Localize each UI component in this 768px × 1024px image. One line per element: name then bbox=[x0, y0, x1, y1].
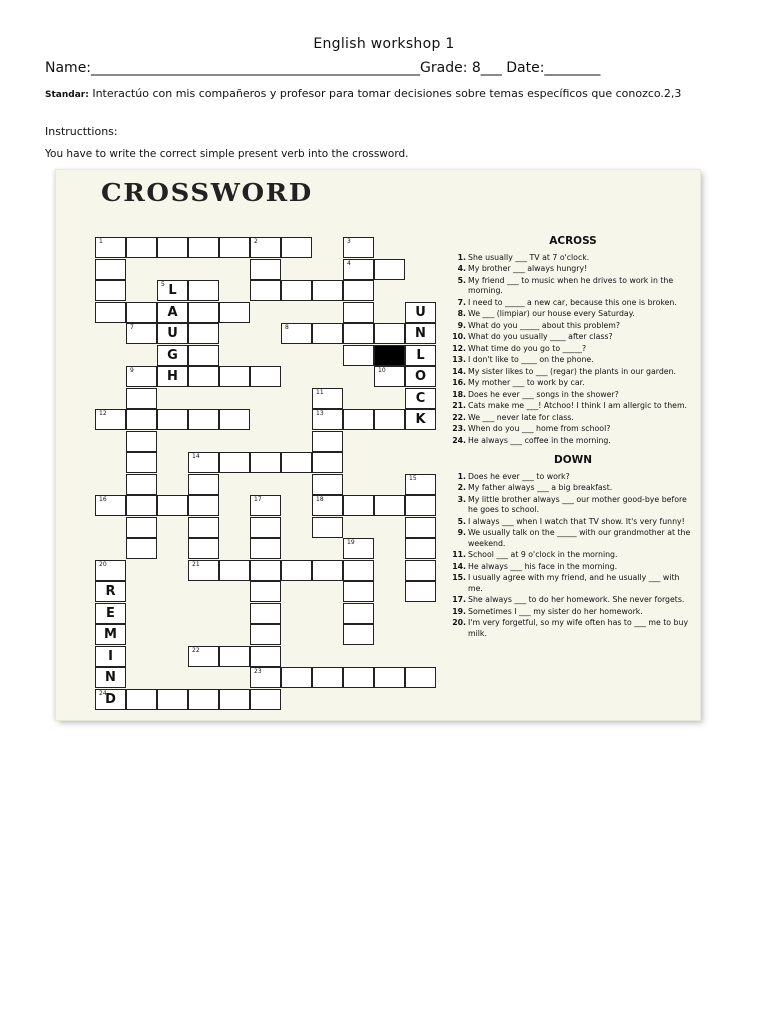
clue-number: 9 bbox=[130, 367, 134, 374]
clue-number: 11 bbox=[316, 388, 324, 396]
clue-number: 22 bbox=[192, 646, 200, 654]
down-heading: DOWN bbox=[553, 454, 592, 466]
clue-number: 17 bbox=[254, 496, 262, 503]
clue-number: 2 bbox=[254, 238, 258, 245]
clue-number: 20. bbox=[452, 618, 466, 627]
standard-text: Interactúo con mis compañeros y profesor para tomar decisiones sobre temas específicos que conozco.2,3 bbox=[88, 87, 682, 100]
clue-number: 12 bbox=[99, 410, 107, 417]
clue-number: 14. bbox=[452, 366, 466, 376]
clue-number: 21. bbox=[452, 401, 466, 410]
crossword-cell[interactable] bbox=[405, 560, 436, 581]
across-clue bbox=[450, 276, 696, 297]
standard-statement bbox=[45, 86, 685, 103]
crossword-cell[interactable] bbox=[312, 560, 343, 581]
clue-number: 15 bbox=[409, 474, 417, 482]
clues-column bbox=[450, 236, 696, 640]
crossword-cell[interactable] bbox=[219, 409, 250, 430]
clue-number: 16 bbox=[99, 496, 107, 503]
clue-number: 7 bbox=[130, 324, 134, 331]
crossword-cell[interactable] bbox=[405, 302, 436, 323]
crossword-cell[interactable] bbox=[157, 280, 188, 301]
crossword-cell[interactable] bbox=[343, 560, 374, 581]
crossword-cell[interactable] bbox=[405, 345, 436, 366]
clue-number: 1 bbox=[99, 238, 103, 245]
crossword-cell[interactable] bbox=[95, 667, 126, 688]
across-clue bbox=[450, 298, 696, 309]
instructions-text: You have to write the correct simple present verb into the crossword. bbox=[45, 148, 409, 160]
name-grade-date-line: Name:_______________________________________________Grade: 8___ Date:________ bbox=[45, 60, 601, 76]
crossword-cell[interactable] bbox=[343, 345, 374, 366]
crossword-cell[interactable] bbox=[374, 259, 405, 280]
clue-number: 10 bbox=[378, 367, 386, 374]
crossword-black-cell bbox=[374, 345, 405, 366]
across-clue bbox=[450, 332, 696, 343]
crossword-cell[interactable] bbox=[188, 646, 219, 667]
clue-number: 13. bbox=[452, 355, 466, 364]
across-clue bbox=[450, 321, 696, 332]
down-clue bbox=[450, 595, 696, 606]
filled-letter: L bbox=[168, 283, 177, 298]
crossword-cell[interactable] bbox=[250, 366, 281, 387]
across-heading: ACROSS bbox=[549, 235, 597, 247]
crossword-cell[interactable] bbox=[312, 517, 343, 538]
across-clue-list bbox=[450, 253, 696, 447]
down-clue bbox=[450, 618, 696, 639]
clue-number: 11. bbox=[452, 550, 466, 559]
clue-number: 1. bbox=[457, 252, 466, 262]
crossword-cell[interactable] bbox=[374, 495, 405, 516]
filled-letter: A bbox=[167, 304, 178, 320]
crossword-cell[interactable] bbox=[250, 495, 281, 516]
clue-text: What do you _____ about this problem? bbox=[468, 320, 621, 330]
crossword-cell[interactable] bbox=[188, 474, 219, 495]
clue-text: My sister likes to ___ (regar) the plants in our garden. bbox=[468, 366, 677, 376]
clue-number: 5. bbox=[457, 516, 466, 526]
crossword-cell[interactable] bbox=[250, 538, 281, 559]
crossword-cell[interactable] bbox=[188, 452, 219, 473]
across-clue bbox=[450, 355, 696, 366]
standard-label: Standar: bbox=[45, 90, 89, 100]
crossword-cell[interactable] bbox=[188, 237, 219, 258]
crossword-cell[interactable] bbox=[281, 237, 312, 258]
clue-number: 2. bbox=[457, 483, 466, 492]
clue-number: 24. bbox=[452, 435, 466, 445]
crossword-cell[interactable] bbox=[405, 667, 436, 688]
clue-text: What do you usually ____ after class? bbox=[468, 332, 613, 341]
crossword-cell[interactable] bbox=[250, 646, 281, 667]
crossword-cell[interactable] bbox=[312, 452, 343, 473]
crossword-cell[interactable] bbox=[312, 667, 343, 688]
crossword-cell[interactable] bbox=[126, 495, 157, 516]
crossword-cell[interactable] bbox=[188, 366, 219, 387]
crossword-cell[interactable] bbox=[95, 624, 126, 645]
crossword-cell[interactable] bbox=[343, 581, 374, 602]
crossword-cell[interactable] bbox=[281, 560, 312, 581]
clue-text: Does he ever ___ songs in the shower? bbox=[468, 389, 619, 399]
clue-text: He always ___ coffee in the morning. bbox=[468, 435, 611, 445]
crossword-cell[interactable] bbox=[126, 538, 157, 559]
crossword-cell[interactable] bbox=[250, 452, 281, 473]
clue-text: My little brother always ___ our mother good-bye before he goes to school. bbox=[468, 494, 687, 514]
down-clue bbox=[450, 607, 696, 618]
clue-number: 17. bbox=[452, 595, 466, 604]
crossword-cell[interactable] bbox=[312, 474, 343, 495]
crossword-cell[interactable] bbox=[405, 538, 436, 559]
crossword-cell[interactable] bbox=[219, 237, 250, 258]
filled-letter: G bbox=[167, 347, 178, 363]
clue-number: 9. bbox=[457, 528, 466, 537]
crossword-cell[interactable] bbox=[126, 366, 157, 387]
crossword-panel bbox=[56, 170, 700, 720]
crossword-cell[interactable] bbox=[95, 259, 126, 280]
clue-number: 12. bbox=[452, 343, 466, 353]
across-clue bbox=[450, 344, 696, 355]
clue-number: 5 bbox=[161, 281, 165, 288]
crossword-cell[interactable] bbox=[343, 409, 374, 430]
filled-letter: D bbox=[105, 691, 116, 707]
crossword-cell[interactable] bbox=[405, 323, 436, 344]
clue-number: 4 bbox=[347, 259, 351, 267]
clue-text: My friend ___ to music when he drives to work in the morning. bbox=[468, 275, 674, 295]
crossword-cell[interactable] bbox=[343, 538, 374, 559]
clue-text: She always ___ to do her homework. She never forgets. bbox=[468, 595, 685, 604]
down-clue bbox=[450, 562, 696, 573]
crossword-cell[interactable] bbox=[374, 667, 405, 688]
clue-text: School ___ at 9 o'clock in the morning. bbox=[468, 550, 618, 559]
clue-text: My brother ___ always hungry! bbox=[468, 264, 588, 273]
clue-number: 5. bbox=[457, 275, 466, 285]
clue-number: 23 bbox=[254, 668, 262, 675]
crossword-cell[interactable] bbox=[126, 452, 157, 473]
crossword-cell[interactable] bbox=[250, 280, 281, 301]
filled-letter: L bbox=[416, 347, 425, 363]
clue-number: 21 bbox=[192, 560, 200, 568]
crossword-cell[interactable] bbox=[250, 581, 281, 602]
crossword-cell[interactable] bbox=[95, 560, 126, 581]
crossword-cell[interactable] bbox=[95, 581, 126, 602]
crossword-cell[interactable] bbox=[188, 560, 219, 581]
clue-number: 15. bbox=[452, 573, 466, 582]
filled-letter: H bbox=[167, 369, 178, 384]
crossword-cell[interactable] bbox=[405, 495, 436, 516]
across-clue bbox=[450, 390, 696, 401]
crossword-cell[interactable] bbox=[374, 409, 405, 430]
across-clue bbox=[450, 253, 696, 264]
crossword-cell[interactable] bbox=[157, 689, 188, 710]
crossword-cell[interactable] bbox=[157, 323, 188, 344]
down-clue bbox=[450, 550, 696, 561]
crossword-cell[interactable] bbox=[95, 495, 126, 516]
crossword-cell[interactable] bbox=[250, 667, 281, 688]
filled-letter: N bbox=[105, 670, 116, 685]
crossword-cell[interactable] bbox=[374, 323, 405, 344]
crossword-cell[interactable] bbox=[343, 624, 374, 645]
crossword-cell[interactable] bbox=[188, 689, 219, 710]
crossword-cell[interactable] bbox=[126, 689, 157, 710]
clue-number: 18 bbox=[316, 496, 324, 503]
clue-number: 14 bbox=[192, 453, 200, 460]
filled-letter: K bbox=[415, 412, 426, 427]
down-clue bbox=[450, 573, 696, 594]
crossword-cell[interactable] bbox=[188, 323, 219, 344]
clue-number: 3 bbox=[347, 238, 351, 245]
crossword-cell[interactable] bbox=[219, 560, 250, 581]
clue-number: 18. bbox=[452, 389, 466, 399]
down-clue bbox=[450, 517, 696, 528]
crossword-cell[interactable] bbox=[343, 302, 374, 323]
crossword-cell[interactable] bbox=[219, 646, 250, 667]
crossword-cell[interactable] bbox=[126, 431, 157, 452]
clue-number: 19 bbox=[347, 539, 355, 546]
across-clue bbox=[450, 264, 696, 275]
crossword-cell[interactable] bbox=[188, 302, 219, 323]
crossword-cell[interactable] bbox=[312, 388, 343, 409]
crossword-cell[interactable] bbox=[405, 517, 436, 538]
crossword-cell[interactable] bbox=[312, 280, 343, 301]
crossword-cell[interactable] bbox=[343, 237, 374, 258]
crossword-cell[interactable] bbox=[95, 646, 126, 667]
filled-letter: U bbox=[415, 304, 426, 320]
crossword-cell[interactable] bbox=[312, 495, 343, 516]
across-clue bbox=[450, 309, 696, 320]
clue-text: When do you ___ home from school? bbox=[468, 424, 611, 433]
clue-number: 1. bbox=[457, 471, 466, 481]
crossword-cell[interactable] bbox=[157, 495, 188, 516]
crossword-cell[interactable] bbox=[219, 452, 250, 473]
crossword-cell[interactable] bbox=[281, 667, 312, 688]
clue-text: We usually talk on the _____ with our grandmother at the weekend. bbox=[468, 528, 691, 548]
crossword-cell[interactable] bbox=[250, 689, 281, 710]
clue-text: I'm very forgetful, so my wife often has to ___ me to buy milk. bbox=[468, 618, 689, 638]
filled-letter: C bbox=[415, 390, 426, 406]
worksheet-title: English workshop 1 bbox=[313, 36, 455, 52]
crossword-cell[interactable] bbox=[281, 280, 312, 301]
clue-text: I need to _____ a new car, because this one is broken. bbox=[468, 297, 677, 307]
crossword-cell[interactable] bbox=[250, 603, 281, 624]
down-clue bbox=[450, 495, 696, 516]
crossword-cell[interactable] bbox=[374, 366, 405, 387]
clue-text: Sometimes I ___ my sister do her homework. bbox=[468, 606, 643, 616]
filled-letter: E bbox=[106, 605, 115, 621]
clue-text: What time do you go to _____? bbox=[468, 343, 587, 353]
clue-number: 13 bbox=[316, 410, 324, 417]
crossword-cell[interactable] bbox=[343, 323, 374, 344]
clue-number: 20 bbox=[99, 560, 107, 568]
clue-number: 7. bbox=[457, 297, 466, 307]
crossword-cell[interactable] bbox=[250, 259, 281, 280]
clue-number: 23. bbox=[452, 424, 466, 433]
crossword-cell[interactable] bbox=[95, 280, 126, 301]
crossword-cell[interactable] bbox=[95, 302, 126, 323]
crossword-cell[interactable] bbox=[343, 280, 374, 301]
clue-text: I don't like to ____ on the phone. bbox=[468, 355, 594, 364]
down-clue bbox=[450, 528, 696, 549]
crossword-cell[interactable] bbox=[95, 689, 126, 710]
instructions-label: Instructtions: bbox=[45, 125, 118, 138]
crossword-cell[interactable] bbox=[188, 345, 219, 366]
crossword-cell[interactable] bbox=[95, 603, 126, 624]
crossword-cell[interactable] bbox=[219, 302, 250, 323]
crossword-cell[interactable] bbox=[126, 517, 157, 538]
crossword-cell[interactable] bbox=[126, 302, 157, 323]
crossword-cell[interactable] bbox=[126, 409, 157, 430]
crossword-cell[interactable] bbox=[95, 237, 126, 258]
across-clue bbox=[450, 378, 696, 389]
across-clue bbox=[450, 424, 696, 435]
filled-letter: I bbox=[108, 648, 113, 664]
crossword-cell[interactable] bbox=[281, 323, 312, 344]
crossword-cell[interactable] bbox=[405, 388, 436, 409]
crossword-cell[interactable] bbox=[157, 366, 188, 387]
clue-number: 8. bbox=[457, 309, 466, 318]
crossword-title: CROSSWORD bbox=[101, 178, 313, 207]
crossword-cell[interactable] bbox=[250, 517, 281, 538]
crossword-cell[interactable] bbox=[312, 323, 343, 344]
crossword-cell[interactable] bbox=[219, 689, 250, 710]
clue-text: Cats make me ___! Atchoo! I think I am allergic to them. bbox=[468, 401, 688, 410]
crossword-cell[interactable] bbox=[250, 560, 281, 581]
crossword-cell[interactable] bbox=[188, 517, 219, 538]
crossword-cell[interactable] bbox=[343, 667, 374, 688]
crossword-cell[interactable] bbox=[126, 474, 157, 495]
clue-text: My father always ___ a big breakfast. bbox=[468, 483, 613, 492]
down-clue bbox=[450, 483, 696, 494]
crossword-cell[interactable] bbox=[405, 474, 436, 495]
crossword-cell[interactable] bbox=[126, 323, 157, 344]
crossword-cell[interactable] bbox=[281, 452, 312, 473]
clue-number: 19. bbox=[452, 606, 466, 616]
clue-number: 14. bbox=[452, 561, 466, 571]
across-clue bbox=[450, 367, 696, 378]
crossword-cell[interactable] bbox=[343, 259, 374, 280]
crossword-cell[interactable] bbox=[188, 280, 219, 301]
filled-letter: R bbox=[105, 584, 116, 599]
crossword-cell[interactable] bbox=[188, 495, 219, 516]
crossword-cell[interactable] bbox=[188, 538, 219, 559]
clue-number: 22. bbox=[452, 412, 466, 422]
clue-text: Does he ever ___ to work? bbox=[468, 471, 570, 481]
clue-text: We ___ (limpiar) our house every Saturday. bbox=[468, 309, 635, 318]
clue-text: I usually agree with my friend, and he usually ___ with me. bbox=[468, 573, 680, 593]
clue-number: 4. bbox=[457, 264, 466, 273]
crossword-cell[interactable] bbox=[126, 237, 157, 258]
clue-number: 9. bbox=[457, 320, 466, 330]
crossword-cell[interactable] bbox=[157, 345, 188, 366]
crossword-cell[interactable] bbox=[405, 409, 436, 430]
clue-text: I always ___ when I watch that TV show. It's very funny! bbox=[468, 516, 685, 526]
clue-text: We ___ never late for class. bbox=[468, 412, 574, 422]
crossword-cell[interactable] bbox=[405, 581, 436, 602]
crossword-cell[interactable] bbox=[405, 366, 436, 387]
down-clue bbox=[450, 472, 696, 483]
crossword-cell[interactable] bbox=[95, 409, 126, 430]
across-clue bbox=[450, 401, 696, 412]
clue-text: He always ___ his face in the morning. bbox=[468, 561, 618, 571]
clue-number: 3. bbox=[457, 494, 466, 504]
clue-text: My mother ___ to work by car. bbox=[468, 378, 585, 387]
crossword-cell[interactable] bbox=[312, 431, 343, 452]
clue-number: 16. bbox=[452, 378, 466, 387]
crossword-cell[interactable] bbox=[250, 624, 281, 645]
crossword-cell[interactable] bbox=[312, 409, 343, 430]
across-clue bbox=[450, 413, 696, 424]
across-clue bbox=[450, 436, 696, 447]
clue-number: 24 bbox=[99, 689, 107, 697]
crossword-cell[interactable] bbox=[157, 302, 188, 323]
crossword-cell[interactable] bbox=[343, 495, 374, 516]
crossword-cell[interactable] bbox=[126, 388, 157, 409]
clue-text: She usually ___ TV at 7 o'clock. bbox=[468, 252, 590, 262]
clue-number: 8 bbox=[285, 324, 289, 331]
crossword-cell[interactable] bbox=[157, 237, 188, 258]
down-clue-list bbox=[450, 472, 696, 640]
crossword-cell[interactable] bbox=[219, 366, 250, 387]
crossword-cell[interactable] bbox=[188, 409, 219, 430]
filled-letter: U bbox=[167, 326, 178, 341]
clue-number: 10. bbox=[452, 332, 466, 341]
filled-letter: N bbox=[415, 326, 426, 341]
filled-letter: M bbox=[104, 627, 117, 642]
crossword-cell[interactable] bbox=[343, 603, 374, 624]
crossword-cell[interactable] bbox=[157, 409, 188, 430]
crossword-cell[interactable] bbox=[250, 237, 281, 258]
filled-letter: O bbox=[414, 369, 427, 384]
